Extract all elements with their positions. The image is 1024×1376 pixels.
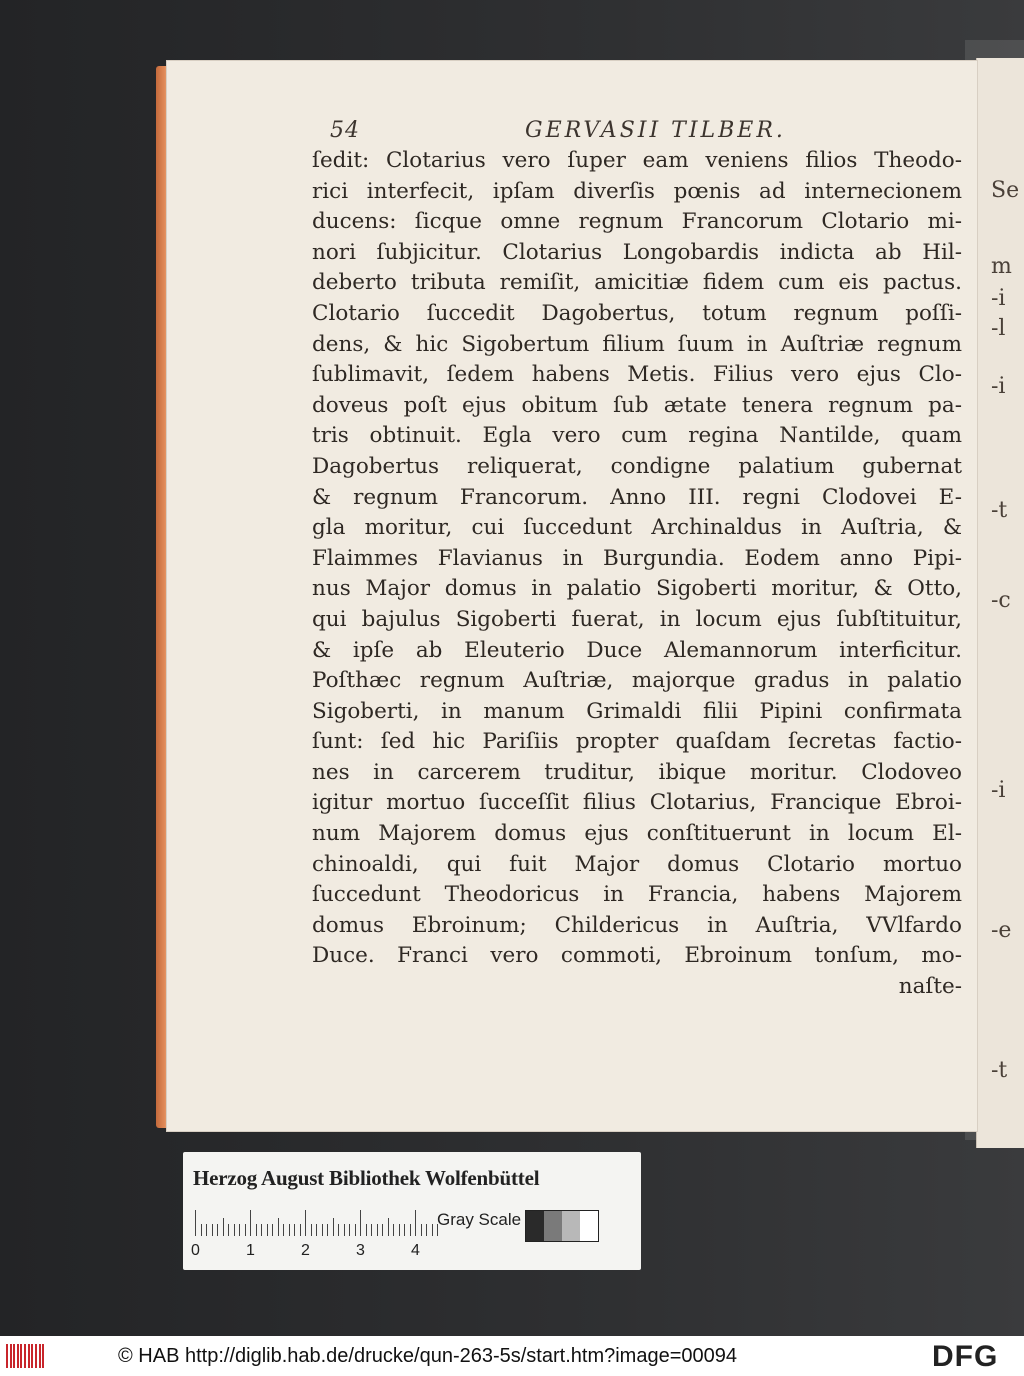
text-line: domus Ebroinum; Childericus in Auſtria, VVlfardo: [312, 912, 962, 938]
next-page-fragment: -t: [991, 1058, 1008, 1083]
next-page-fragment: m: [991, 254, 1012, 279]
footer-bar: [0, 1336, 1024, 1376]
ruler-tick: [410, 1224, 411, 1236]
text-line: & ipſe ab Eleuterio Duce Alemannorum interficitur.: [312, 637, 962, 663]
gray-scale-label: Gray Scale: [437, 1210, 522, 1229]
text-line: Sigoberti, in manum Grimaldi filii Pipini confirmata: [312, 698, 962, 724]
ruler-tick: [426, 1224, 427, 1236]
ruler-tick: [316, 1224, 317, 1236]
text-line: ſuccedunt Theodoricus in Francia, habens Majorem: [312, 882, 962, 908]
ruler-tick: [245, 1224, 246, 1236]
ruler-tick: [234, 1224, 235, 1236]
ruler-tick: [432, 1224, 433, 1236]
reference-card: [183, 1152, 641, 1270]
ruler-tick: [250, 1210, 251, 1236]
ruler-label: 4: [411, 1242, 420, 1259]
dfg-logo: DFG: [932, 1340, 999, 1373]
text-line: nus Major domus in palatio Sigoberti moritur, & Otto,: [312, 576, 962, 602]
ruler-tick: [355, 1224, 356, 1236]
ruler-tick: [327, 1224, 328, 1236]
ruler-tick: [195, 1210, 196, 1236]
text-line: num Majorem domus ejus conſtituerunt in locum El-: [312, 821, 962, 847]
logo-bar: [10, 1344, 12, 1368]
ruler-tick: [421, 1224, 422, 1236]
text-line: Clotario ſuccedit Dagobertus, totum regnum poſſi-: [312, 300, 962, 326]
logo-bar: [24, 1344, 26, 1368]
text-line: ſunt: ſed hic Pariſiis propter quaſdam ſecretas factio-: [312, 729, 962, 755]
ruler-tick: [206, 1224, 207, 1236]
next-page-edge: [976, 58, 1024, 1148]
gray-swatch: [580, 1211, 598, 1241]
ruler-tick: [393, 1224, 394, 1236]
next-page-fragment: -c: [991, 588, 1011, 613]
text-line: doveus poſt ejus obitum ſub ætate tenera regnum pa-: [312, 392, 962, 418]
text-line: rici interfecit, ipſam diverſis pœnis ad internecionem: [312, 178, 962, 204]
text-line: ſedit: Clotarius vero ſuper eam veniens filios Theodo-: [312, 148, 962, 173]
text-line: tris obtinuit. Egla vero cum regina Nantilde, quam: [312, 423, 962, 449]
ruler-tick: [283, 1224, 284, 1236]
text-line: Flaimmes Flavianus in Burgundia. Eodem anno Pipi-: [312, 545, 962, 571]
gray-swatch: [526, 1211, 544, 1241]
library-name: Herzog August Bibliothek Wolfenbüttel: [193, 1166, 540, 1190]
logo-bar: [13, 1344, 15, 1368]
ruler-tick: [267, 1224, 268, 1236]
ruler-label: 1: [246, 1242, 255, 1259]
next-page-fragment: -i: [991, 374, 1006, 399]
text-line: nori ſubjicitur. Clotarius Longobardis indicta ab Hil-: [312, 239, 962, 265]
ruler-tick: [261, 1224, 262, 1236]
ruler-tick: [239, 1224, 240, 1236]
text-line: & regnum Francorum. Anno III. regni Clodovei E-: [312, 484, 962, 510]
next-page-fragment: Se: [991, 178, 1020, 203]
text-line: Poſthæc regnum Auſtriæ, majorque gradus in palatio: [312, 668, 962, 694]
ruler-tick: [404, 1224, 405, 1236]
ruler-tick: [371, 1224, 372, 1236]
next-page-fragment: -i: [991, 286, 1006, 311]
gray-swatch: [562, 1211, 580, 1241]
ruler-tick: [289, 1224, 290, 1236]
logo-bar: [35, 1344, 37, 1368]
logo-bar: [28, 1344, 30, 1368]
text-line: nes in carcerem truditur, ibique moritur. Clodoveo: [312, 759, 962, 785]
ruler-tick: [294, 1224, 295, 1236]
ruler-tick: [349, 1224, 350, 1236]
ruler-tick: [360, 1210, 361, 1236]
next-page-fragment: -l: [991, 316, 1006, 341]
measurement-ruler: [195, 1210, 425, 1236]
ruler-tick: [344, 1224, 345, 1236]
logo-bar: [39, 1344, 41, 1368]
ruler-tick: [311, 1224, 312, 1236]
next-page-fragment: -e: [991, 918, 1012, 943]
ruler-tick: [338, 1224, 339, 1236]
ruler-tick: [228, 1224, 229, 1236]
page-number: 54: [330, 118, 360, 143]
running-head: [330, 118, 850, 148]
ruler-label: 3: [356, 1242, 365, 1259]
gray-swatch: [544, 1211, 562, 1241]
text-line: gla moritur, cui ſuccedunt Archinaldus in Auſtria, &: [312, 515, 962, 541]
ruler-tick: [278, 1218, 279, 1236]
ruler-tick: [217, 1224, 218, 1236]
logo-bar: [31, 1344, 33, 1368]
text-line: igitur mortuo ſucceſſit filius Clotarius, Francique Ebroi-: [312, 790, 962, 816]
text-line: Duce. Franci vero commoti, Ebroinum tonſum, mo-: [312, 943, 962, 969]
next-page-fragment: -t: [991, 498, 1008, 523]
ruler-tick: [201, 1224, 202, 1236]
text-line: chinoaldi, qui fuit Major domus Clotario mortuo: [312, 851, 962, 877]
ruler-tick: [399, 1224, 400, 1236]
text-line: ducens: ſicque omne regnum Francorum Clotario mi-: [312, 209, 962, 235]
ruler-tick: [366, 1224, 367, 1236]
footer-copyright-link[interactable]: © HAB http://diglib.hab.de/drucke/qun-263-5s/start.htm?image=00094: [118, 1345, 737, 1367]
ruler-tick: [377, 1224, 378, 1236]
next-page-fragment: -i: [991, 778, 1006, 803]
logo-bar: [6, 1344, 8, 1368]
text-line: Dagobertus reliquerat, condigne palatium gubernat: [312, 453, 962, 479]
ruler-tick: [333, 1218, 334, 1236]
ruler-tick: [415, 1210, 416, 1236]
ruler-tick: [212, 1224, 213, 1236]
text-line: qui bajulus Sigoberti fuerat, in locum ejus ſubſtituitur,: [312, 606, 962, 632]
ruler-tick: [272, 1224, 273, 1236]
ruler-tick: [382, 1224, 383, 1236]
ruler-tick: [223, 1218, 224, 1236]
running-title: GERVASII TILBER.: [525, 118, 786, 143]
ruler-tick: [256, 1224, 257, 1236]
logo-bar: [42, 1344, 44, 1368]
ruler-tick: [322, 1224, 323, 1236]
ruler-label: 0: [191, 1242, 200, 1259]
page-text: [312, 148, 962, 1005]
ruler-tick: [300, 1224, 301, 1236]
text-line: naſte-: [898, 974, 962, 1000]
text-line: deberto tributa remiſit, amicitiæ fidem cum eis pactus.: [312, 270, 962, 296]
hab-barcode-logo-icon: [6, 1344, 46, 1368]
ruler-tick: [305, 1210, 306, 1236]
ruler-label: 2: [301, 1242, 310, 1259]
text-line: dens, & hic Sigobertum filium ſuum in Auſtriæ regnum: [312, 331, 962, 357]
gray-scale-swatches: [525, 1210, 599, 1242]
logo-bar: [20, 1344, 22, 1368]
text-line: ſublimavit, ſedem habens Metis. Filius vero ejus Clo-: [312, 362, 962, 388]
logo-bar: [17, 1344, 19, 1368]
ruler-tick: [388, 1218, 389, 1236]
